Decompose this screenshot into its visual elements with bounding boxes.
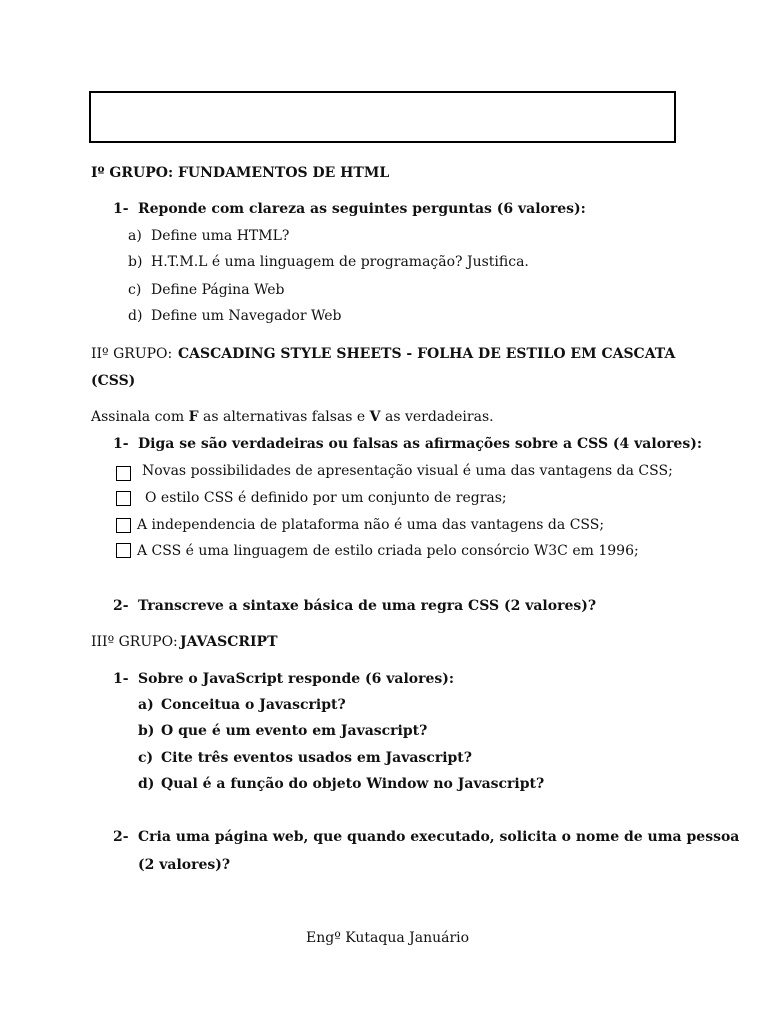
group3-title-prefix: IIIº GRUPO: bbox=[91, 634, 178, 650]
group3-item-d-marker: d) bbox=[138, 776, 155, 792]
group3-q1-number: 1- bbox=[113, 671, 129, 687]
group3-q2-line2: (2 valores)? bbox=[138, 857, 231, 873]
statement-3-checkbox[interactable] bbox=[116, 518, 131, 533]
statement-4-checkbox[interactable] bbox=[116, 543, 131, 558]
group2-q1-number: 1- bbox=[113, 436, 129, 452]
group2-title-line2: (CSS) bbox=[91, 373, 136, 389]
statement-2-text: O estilo CSS é definido por um conjunto de regras; bbox=[145, 490, 507, 506]
statement-3-text: A independencia de plataforma não é uma das vantagens da CSS; bbox=[137, 517, 605, 533]
group1-title: Iº GRUPO: FUNDAMENTOS DE HTML bbox=[91, 165, 390, 181]
group2-title-line1: CASCADING STYLE SHEETS - FOLHA DE ESTILO EM CASCATA bbox=[178, 346, 676, 362]
group3-item-b-text: O que é um evento em Javascript? bbox=[161, 723, 428, 739]
group2-q1-text: Diga se são verdadeiras ou falsas as afirmações sobre a CSS (4 valores): bbox=[138, 436, 702, 452]
header-box bbox=[89, 91, 676, 143]
group3-item-a-text: Conceitua o Javascript? bbox=[161, 697, 346, 713]
group2-title-prefix: IIº GRUPO: bbox=[91, 346, 173, 362]
group3-q2-number: 2- bbox=[113, 829, 129, 845]
group1-item-d-text: Define um Navegador Web bbox=[151, 308, 342, 324]
group3-item-d-text: Qual é a função do objeto Window no Javascript? bbox=[161, 776, 545, 792]
statement-4-text: A CSS é uma linguagem de estilo criada pelo consórcio W3C em 1996; bbox=[137, 543, 639, 559]
group1-item-b-text: H.T.M.L é uma linguagem de programação? Justifica. bbox=[151, 254, 529, 270]
group3-item-c-marker: c) bbox=[138, 750, 154, 766]
group1-item-a-marker: a) bbox=[128, 228, 142, 244]
group1-item-d-marker: d) bbox=[128, 308, 143, 324]
statement-1-checkbox[interactable] bbox=[116, 466, 131, 481]
group3-item-c-text: Cite três eventos usados em Javascript? bbox=[161, 750, 472, 766]
group1-item-a-text: Define uma HTML? bbox=[151, 228, 290, 244]
group1-item-c-text: Define Página Web bbox=[151, 282, 285, 298]
group2-q2-number: 2- bbox=[113, 598, 129, 614]
group3-title: JAVASCRIPT bbox=[180, 634, 278, 650]
group3-item-a-marker: a) bbox=[138, 697, 154, 713]
group1-q1-number: 1- bbox=[113, 201, 129, 217]
group3-q2-line1: Cria uma página web, que quando executado, solicita o nome de uma pessoa bbox=[138, 829, 740, 845]
group1-item-c-marker: c) bbox=[128, 282, 142, 298]
group1-q1-text: Reponde com clareza as seguintes perguntas (6 valores): bbox=[138, 201, 586, 217]
footer-author: Engº Kutaqua Januário bbox=[306, 930, 470, 946]
statement-1-text: Novas possibilidades de apresentação visual é uma das vantagens da CSS; bbox=[142, 463, 673, 479]
group1-item-b-marker: b) bbox=[128, 254, 143, 270]
group3-q1-text: Sobre o JavaScript responde (6 valores): bbox=[138, 671, 455, 687]
statement-2-checkbox[interactable] bbox=[116, 491, 131, 506]
group2-q2-text: Transcreve a sintaxe básica de uma regra CSS (2 valores)? bbox=[138, 598, 597, 614]
group3-item-b-marker: b) bbox=[138, 723, 155, 739]
group2-instruction: Assinala com F as alternativas falsas e V as verdadeiras. bbox=[91, 409, 494, 425]
